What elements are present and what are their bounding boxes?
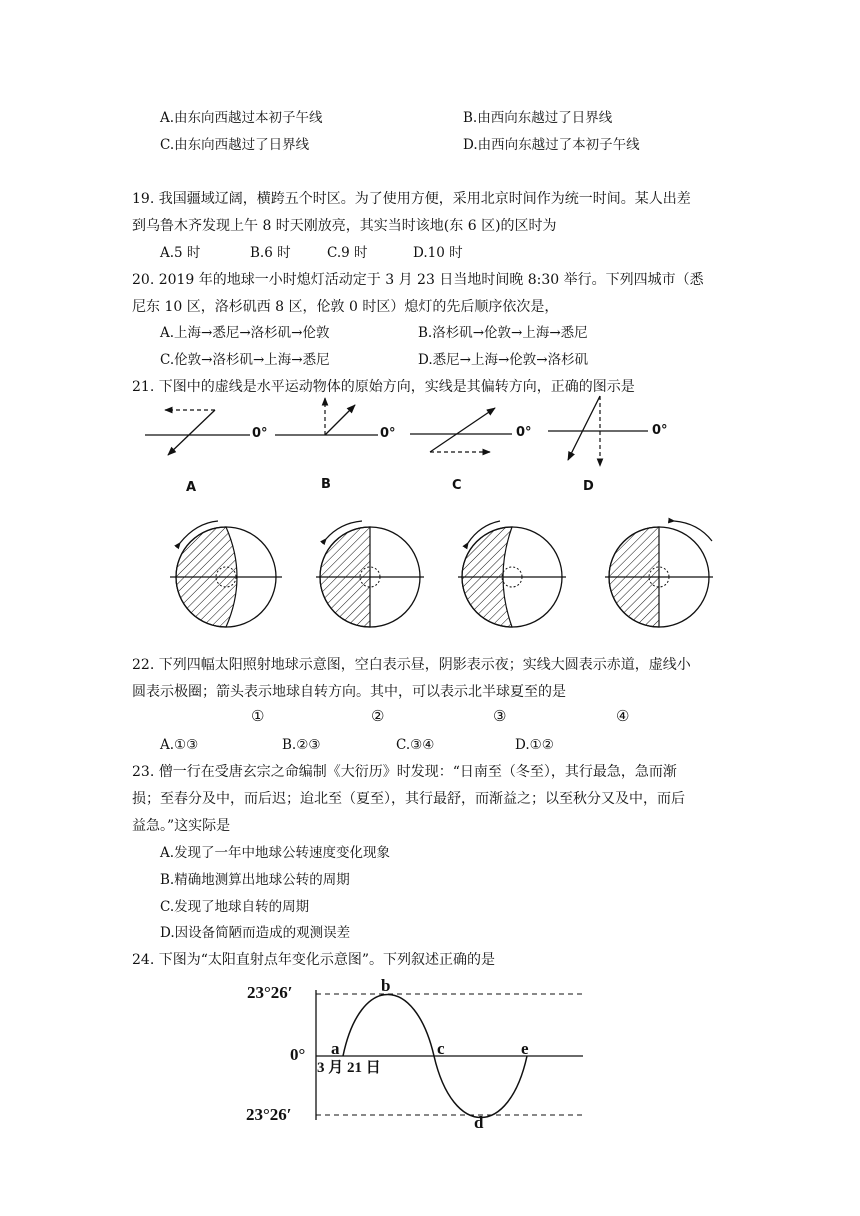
figure-a-diagram (145, 410, 250, 455)
lat-equator-label: 0° (290, 1045, 306, 1064)
q20-option-d: D.悉尼→上海→伦敦→洛杉矶 (418, 352, 589, 368)
q19-option-b: B.6 时 (250, 245, 291, 261)
figure-b-diagram (275, 398, 378, 435)
q20-stem-line2: 尼东 10 区，洛杉矶西 8 区，伦敦 0 时区）熄灯的先后顺序依次是， (132, 299, 559, 315)
q20-option-c: C.伦敦→洛杉矶→上海→悉尼 (160, 352, 330, 368)
globe-2 (316, 521, 424, 627)
q22-option-d: D.①② (515, 737, 554, 753)
q18-option-c: C.由东向西越过了日界线 (160, 137, 310, 153)
point-d-label: d (474, 1113, 484, 1132)
q18-option-a: A.由东向西越过本初子午线 (160, 110, 323, 126)
figure-a-label: A (186, 480, 197, 495)
subsolar-point-graph (0, 980, 860, 1140)
q18-option-d: D.由西向东越过了本初子午线 (463, 137, 640, 153)
q22-option-a: A.①③ (160, 737, 199, 753)
q23-stem-line2: 损；至春分及中，而后迟；迨北至（夏至），其行最舒，而渐益之；以至秋分又及中，而后 (132, 791, 685, 807)
figure-c-equator-label: 0° (516, 425, 532, 440)
figure-c-diagram (410, 408, 512, 452)
globe-3 (458, 521, 566, 627)
q24-stem-line1: 24. 下图为“太阳直射点年变化示意图”。下列叙述正确的是 (132, 952, 496, 968)
figure-d-equator-label: 0° (652, 423, 668, 438)
q19-option-d: D.10 时 (413, 245, 463, 261)
q19-stem-line2: 到乌鲁木齐发现上午 8 时天刚放亮，其实当时该地(东 6 区)的区时为 (132, 218, 557, 234)
q23-option-d: D.因设备简陋而造成的观测误差 (160, 925, 351, 941)
q19-option-c: C.9 时 (327, 245, 368, 261)
point-e-label: e (521, 1039, 529, 1058)
globe-4 (605, 521, 713, 627)
q20-option-b: B.洛杉矶→伦敦→上海→悉尼 (418, 325, 588, 341)
globe-4-number: ④ (616, 707, 630, 725)
figure-c-label: C (452, 478, 462, 493)
figure-d-diagram (548, 396, 648, 466)
q22-option-c: C.③④ (396, 737, 435, 753)
globe-1-number: ① (251, 707, 265, 725)
q23-option-a: A.发现了一年中地球公转速度变化现象 (160, 845, 391, 861)
lat-tropic-south-label: 23°26′ (246, 1105, 292, 1124)
figure-b-equator-label: 0° (380, 426, 396, 441)
globe-3-number: ③ (493, 707, 507, 725)
q19-option-a: A.5 时 (160, 245, 201, 261)
figure-b-label: B (321, 477, 331, 492)
q23-option-b: B.精确地测算出地球公转的周期 (160, 872, 350, 888)
q20-stem-line1: 20. 2019 年的地球一小时熄灯活动定于 3 月 23 日当地时间晚 8:30 举行。下列四城市（悉 (132, 272, 704, 288)
q23-option-c: C.发现了地球自转的周期 (160, 899, 310, 915)
q23-stem-line3: 益急。”这实际是 (132, 818, 231, 834)
point-a-label: a (331, 1039, 340, 1058)
q22-stem-line2: 圆表示极圈；箭头表示地球自转方向。其中，可以表示北半球夏至的是 (132, 684, 566, 700)
globe-2-number: ② (371, 707, 385, 725)
q21-deflection-figures (0, 390, 860, 490)
figure-a-equator-label: 0° (252, 426, 268, 441)
q22-option-b: B.②③ (282, 737, 321, 753)
point-c-label: c (437, 1039, 445, 1058)
q18-option-b: B.由西向东越过了日界线 (463, 110, 613, 126)
q22-globe-figures (0, 515, 860, 655)
q22-stem-line1: 22. 下列四幅太阳照射地球示意图，空白表示昼，阴影表示夜；实线大圆表示赤道，虚线小 (132, 657, 691, 673)
point-b-label: b (381, 976, 391, 995)
figure-d-label: D (583, 479, 594, 494)
q19-stem-line1: 19. 我国疆域辽阔，横跨五个时区。为了使用方便，采用北京时间作为统一时间。某人出差 (132, 191, 691, 207)
q23-stem-line1: 23. 僧一行在受唐玄宗之命编制《大衍历》时发现：“日南至（冬至），其行最急，急而渐 (132, 764, 677, 780)
date-label: 3 月 21 日 (317, 1060, 381, 1076)
q20-option-a: A.上海→悉尼→洛杉矶→伦敦 (160, 325, 330, 341)
globe-1 (170, 521, 282, 627)
q21-stem-line1: 21. 下图中的虚线是水平运动物体的原始方向，实线是其偏转方向，正确的图示是 (132, 379, 635, 395)
lat-tropic-north-label: 23°26′ (247, 983, 293, 1002)
